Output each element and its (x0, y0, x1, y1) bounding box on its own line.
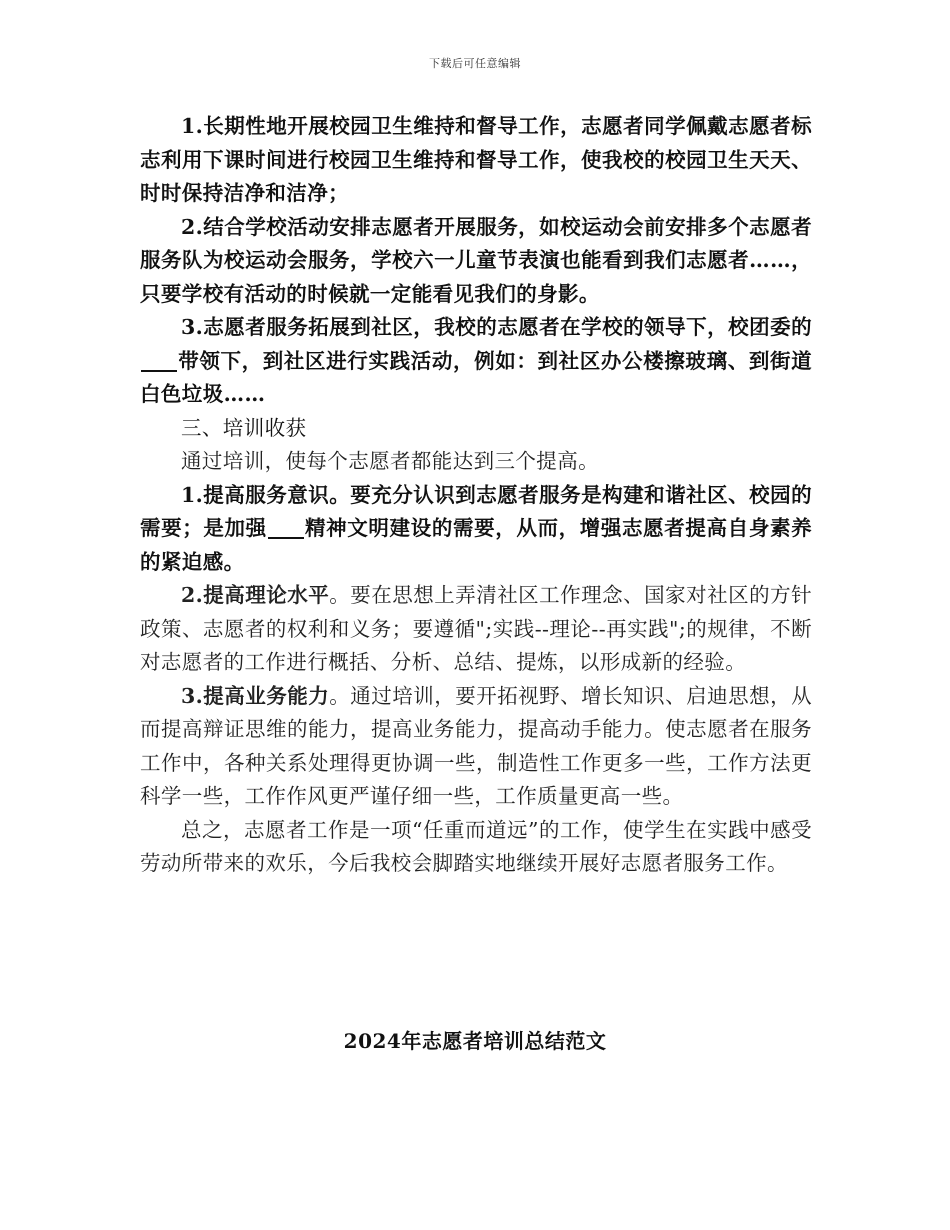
point-2-rest: 。要在思想上弄清社区工作理念、国家对社区的方针政策、志愿者的权利和义务；要遵循";实践--理论--再实践";的规律，不断对志愿者的工作进行概括、分析、总结、提炼，以形成新的经验。 (140, 583, 812, 674)
paragraph-item-1: 1.长期性地开展校园卫生维持和督导工作，志愿者同学佩戴志愿者标志利用下课时间进行校园卫生维持和督导工作，使我校的校园卫生天天、时时保持洁净和洁净； (140, 114, 812, 205)
paragraph-item-2: 2.结合学校活动安排志愿者开展服务，如校运动会前安排多个志愿者服务队为校运动会服务，学校六一儿童节表演也能看到我们志愿者……，只要学校有活动的时候就一定能看见我们的身影。 (140, 214, 812, 306)
point-theory-level (140, 579, 812, 680)
point-business-ability (140, 680, 812, 814)
point-1-after: 精神文明建设的需要，从而，增强志愿者提高自身素养的紧迫感。 (140, 516, 812, 574)
fill-blank (141, 350, 177, 372)
section-heading-gains: 三、培训收获 (181, 415, 307, 440)
section-intro: 通过培训，使每个志愿者都能达到三个提高。 (181, 449, 599, 473)
next-document-title: 2024年志愿者培训总结范文 (343, 1029, 607, 1053)
document-body (140, 110, 812, 881)
fill-blank (268, 517, 304, 539)
conclusion-paragraph: 总之，志愿者工作是一项“任重而道远”的工作，使学生在实践中感受劳动所带来的欢乐，今后我校会脚踏实地继续开展好志愿者服务工作。 (140, 817, 812, 875)
point-service-awareness (140, 479, 812, 580)
header-note: 下载后可任意编辑 (429, 57, 521, 70)
point-2-lead: 2.提高理论水平 (181, 583, 330, 607)
paragraph-item-3 (140, 311, 812, 412)
point-3-rest: 。通过培训，要开拓视野、增长知识、启迪思想，从而提高辩证思维的能力，提高业务能力，提高动手能力。使志愿者在服务工作中，各种关系处理得更协调一些，制造性工作更多一些，工作方法更科学一些，工作作风更严谨仔细一些，工作质量更高一些。 (140, 683, 812, 808)
point-3-lead: 3.提高业务能力 (181, 683, 330, 708)
point-1-before: 1.提高服务意识。要充分认识到志愿者服务是构建和谐社区、校园的需要；是加强 (140, 482, 812, 540)
paragraph-item-3-after: 带领下，到社区进行实践活动，例如：到社区办公楼擦玻璃、到街道白色垃圾…… (140, 348, 812, 406)
paragraph-item-3-before: 3.志愿者服务拓展到社区，我校的志愿者在学校的领导下，校团委的 (181, 315, 812, 339)
